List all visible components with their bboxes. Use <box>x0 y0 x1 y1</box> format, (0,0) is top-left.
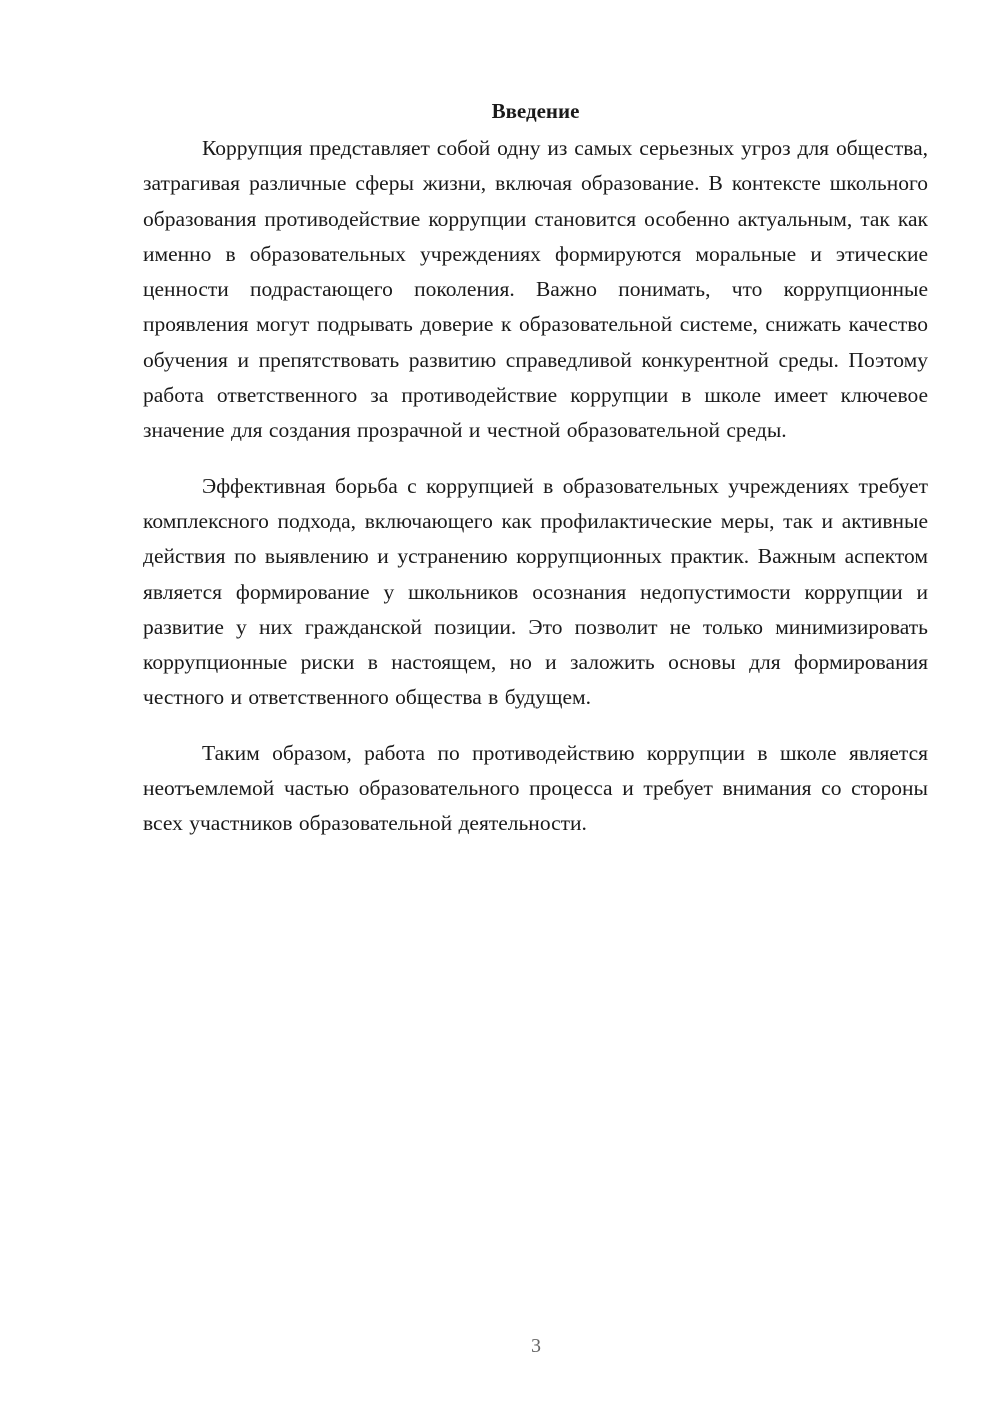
page-body <box>143 96 928 842</box>
paragraph-3: Таким образом, работа по противодействию коррупции в школе является неотъемлемой частью образовательного процесса и требует внимания со стороны всех участников образовательной деятельности. <box>143 740 928 836</box>
section-heading: Введение <box>491 99 580 123</box>
paragraph-1: Коррупция представляет собой одну из самых серьезных угроз для общества, затрагивая различные сферы жизни, включая образование. В контексте школьного образования противодействие коррупции становится особенно актуальным, так как именно в образовательных учреждениях формируются моральные и этические ценности подрастающего поколения. Важно понимать, что коррупционные проявления могут подрывать доверие к образовательной системе, снижать качество обучения и препятствовать развитию справедливой конкурентной среды. Поэтому работа ответственного за противодействие коррупции в школе имеет ключевое значение для создания прозрачной и честной образовательной среды. <box>143 136 928 443</box>
page-number: 3 <box>531 1335 541 1357</box>
paragraph-2: Эффективная борьба с коррупцией в образовательных учреждениях требует комплексного подхода, включающего как профилактические меры, так и активные действия по выявлению и устранению коррупционных практик. Важным аспектом является формирование у школьников осознания недопустимости коррупции и развитие у них гражданской позиции. Это позволит не только минимизировать коррупционные риски в настоящем, но и заложить основы для формирования честного и ответственного общества в будущем. <box>143 473 928 710</box>
